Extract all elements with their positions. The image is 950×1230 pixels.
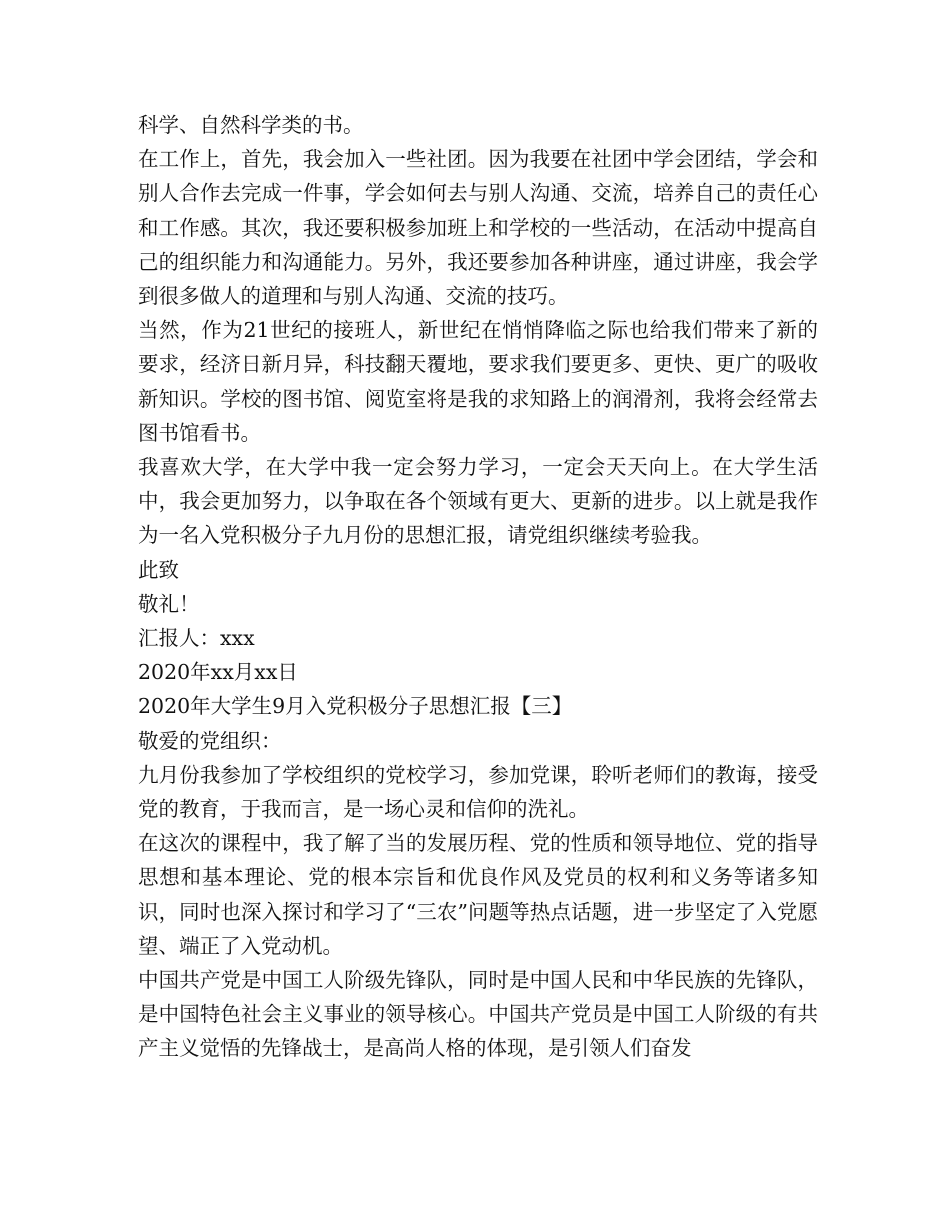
paragraph: 九月份我参加了学校组织的党校学习，参加党课，聆听老师们的教诲，接受党的教育，于我而言，是一场心灵和信仰的洗礼。 bbox=[138, 762, 818, 822]
paragraph: 在这次的课程中，我了解了当的发展历程、党的性质和领导地位、党的指导思想和基本理论、党的根本宗旨和优良作风及党员的权利和义务等诸多知识，同时也深入探讨和学习了“三农”问题等热点话题，进一步坚定了入党愿望、端正了入党动机。 bbox=[138, 831, 818, 958]
reporter-line: 汇报人：xxx bbox=[138, 626, 255, 651]
paragraph: 我喜欢大学，在大学中我一定会努力学习，一定会天天向上。在大学生活中，我会更加努力，以争取在各个领域有更大、更新的进步。以上就是我作为一名入党积极分子九月份的思想汇报，请党组织继续考验我。 bbox=[138, 455, 818, 548]
closing-salutation: 此致 bbox=[138, 557, 179, 582]
closing-regards: 敬礼！ bbox=[138, 591, 200, 616]
section-title: 2020年大学生9月入党积极分子思想汇报【三】 bbox=[138, 694, 573, 719]
paragraph: 在工作上，首先，我会加入一些社团。因为我要在社团中学会团结，学会和别人合作去完成一件事，学会如何去与别人沟通、交流，培养自己的责任心和工作感。其次，我还要积极参加班上和学校的一些活动，在活动中提高自己的组织能力和沟通能力。另外，我还要参加各种讲座，通过讲座，我会学到很多做人的道理和与别人沟通、交流的技巧。 bbox=[138, 147, 818, 309]
paragraph: 当然，作为21世纪的接班人，新世纪在悄悄降临之际也给我们带来了新的要求，经济日新月异，科技翻天覆地，要求我们要更多、更快、更广的吸收新知识。学校的图书馆、阅览室将是我的求知路上的润滑剂，我将会经常去图书馆看书。 bbox=[138, 318, 818, 445]
paragraph: 科学、自然科学类的书。 bbox=[138, 113, 364, 137]
paragraph: 中国共产党是中国工人阶级先锋队，同时是中国人民和中华民族的先锋队，是中国特色社会主义事业的领导核心。中国共产党员是中国工人阶级的有共产主义觉悟的先锋战士，是高尚人格的体现，是引领人们奋发 bbox=[138, 968, 818, 1061]
document-body bbox=[138, 108, 818, 1066]
date-line: 2020年xx月xx日 bbox=[138, 660, 298, 685]
greeting: 敬爱的党组织： bbox=[138, 728, 282, 753]
